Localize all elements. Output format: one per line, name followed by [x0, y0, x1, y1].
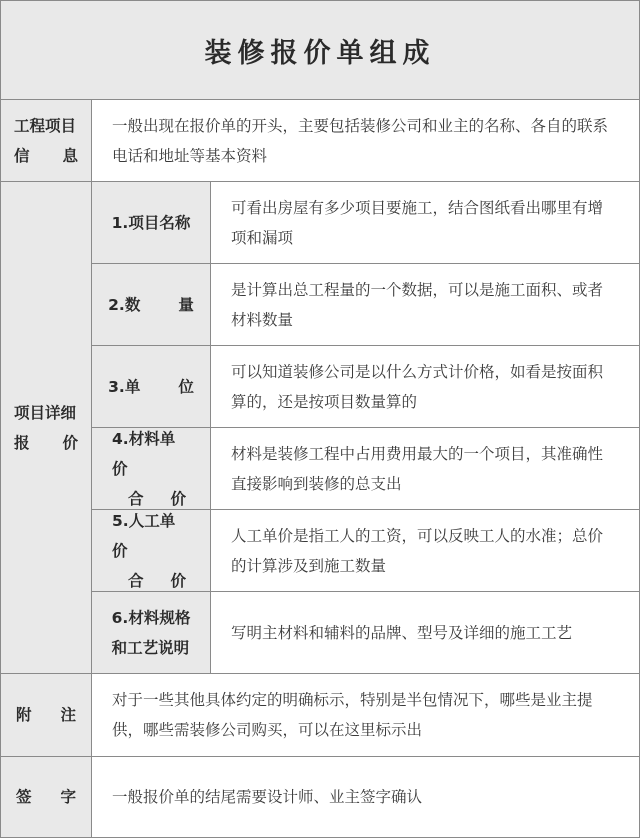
- detail-item-name-line2-char2: 价: [170, 571, 186, 590]
- detail-item-desc: 可看出房屋有多少项目要施工，结合图纸看出哪里有增项和漏项: [231, 198, 604, 247]
- detail-item-num: 5.: [112, 511, 129, 530]
- detail-item-num: 1.: [111, 213, 129, 232]
- detail-item-desc: 材料是装修工程中占用费用最大的一个项目，其准确性直接影响到装修的总支出: [231, 444, 604, 493]
- notes-desc: 对于一些其他具体约定的明确标示，特别是半包情况下，哪些是业主提供，哪些需装修公司购买，可以在这里标示出: [112, 691, 593, 739]
- detail-item-name: 项目名称: [128, 213, 191, 232]
- project-info-label-cell: [1, 100, 92, 181]
- detail-item: [92, 264, 639, 346]
- detail-item-name: 材料规格: [128, 608, 191, 627]
- notes-label-char2: 注: [60, 706, 76, 724]
- detail-item-name: 人工单价: [112, 511, 176, 560]
- row-signature: [1, 757, 639, 837]
- detail-item: [92, 592, 639, 673]
- detail-item-name-line2-char1: 合: [128, 571, 144, 590]
- detail-item-name-char2: 位: [178, 377, 194, 396]
- title-bar: [1, 1, 639, 100]
- detail-item-name-line2-char2: 价: [170, 489, 186, 508]
- signature-label-char2: 字: [60, 788, 76, 806]
- project-info-label-char2: 息: [62, 146, 78, 165]
- notes-label-cell: [1, 674, 92, 756]
- row-project-detail: [1, 182, 639, 674]
- detail-item-desc: 写明主材料和辅料的品牌、型号及详细的施工工艺: [231, 623, 573, 642]
- detail-item: [92, 428, 639, 510]
- detail-item-name-cell: [92, 510, 211, 591]
- project-detail-label-line1: 项目详细: [14, 403, 77, 422]
- detail-item-name-cell: [92, 346, 211, 427]
- detail-item-name: 单: [124, 377, 141, 396]
- project-info-desc: 一般出现在报价单的开头，主要包括装修公司和业主的名称、各自的联系电话和地址等基本资料: [112, 116, 609, 165]
- detail-item-name-char2: 量: [178, 295, 194, 314]
- signature-desc: 一般报价单的结尾需要设计师、业主签字确认: [112, 788, 423, 806]
- detail-item-num: 2.: [108, 295, 125, 314]
- detail-item: [92, 346, 639, 428]
- detail-item-name-cell: [92, 264, 211, 345]
- detail-item-desc: 人工单价是指工人的工资，可以反映工人的水准；总价的计算涉及到施工数量: [231, 526, 604, 575]
- project-detail-label-cell: [1, 182, 92, 673]
- detail-item-name-line2-char1: 合: [128, 489, 144, 508]
- detail-item-num: 3.: [108, 377, 125, 396]
- signature-label-char1: 签: [16, 788, 32, 806]
- detail-item: [92, 182, 639, 264]
- detail-item-name-line2: 和工艺说明: [111, 638, 190, 657]
- notes-label-char1: 附: [16, 706, 32, 724]
- row-notes: [1, 674, 639, 757]
- detail-item-name: 材料单价: [112, 429, 176, 478]
- detail-item-name-cell: [92, 182, 211, 263]
- project-detail-label-char1: 报: [14, 433, 30, 452]
- project-info-label-char1: 信: [14, 146, 30, 165]
- detail-item-desc: 可以知道装修公司是以什么方式计价格，如看是按面积算的，还是按项目数量算的: [231, 362, 604, 411]
- detail-item-desc: 是计算出总工程量的一个数据，可以是施工面积、或者材料数量: [231, 280, 604, 329]
- detail-item-name-cell: [92, 428, 211, 509]
- row-project-info: [1, 100, 639, 182]
- signature-label-cell: [1, 757, 92, 837]
- detail-item-num: 4.: [112, 429, 129, 448]
- detail-item-num: 6.: [111, 608, 129, 627]
- detail-item-name-cell: [92, 592, 211, 673]
- detail-item: [92, 510, 639, 592]
- detail-item-name: 数: [124, 295, 141, 314]
- project-info-label-line1: 工程项目: [14, 116, 77, 135]
- project-detail-label-char2: 价: [62, 433, 78, 452]
- page-title: 装修报价单组成: [204, 37, 436, 69]
